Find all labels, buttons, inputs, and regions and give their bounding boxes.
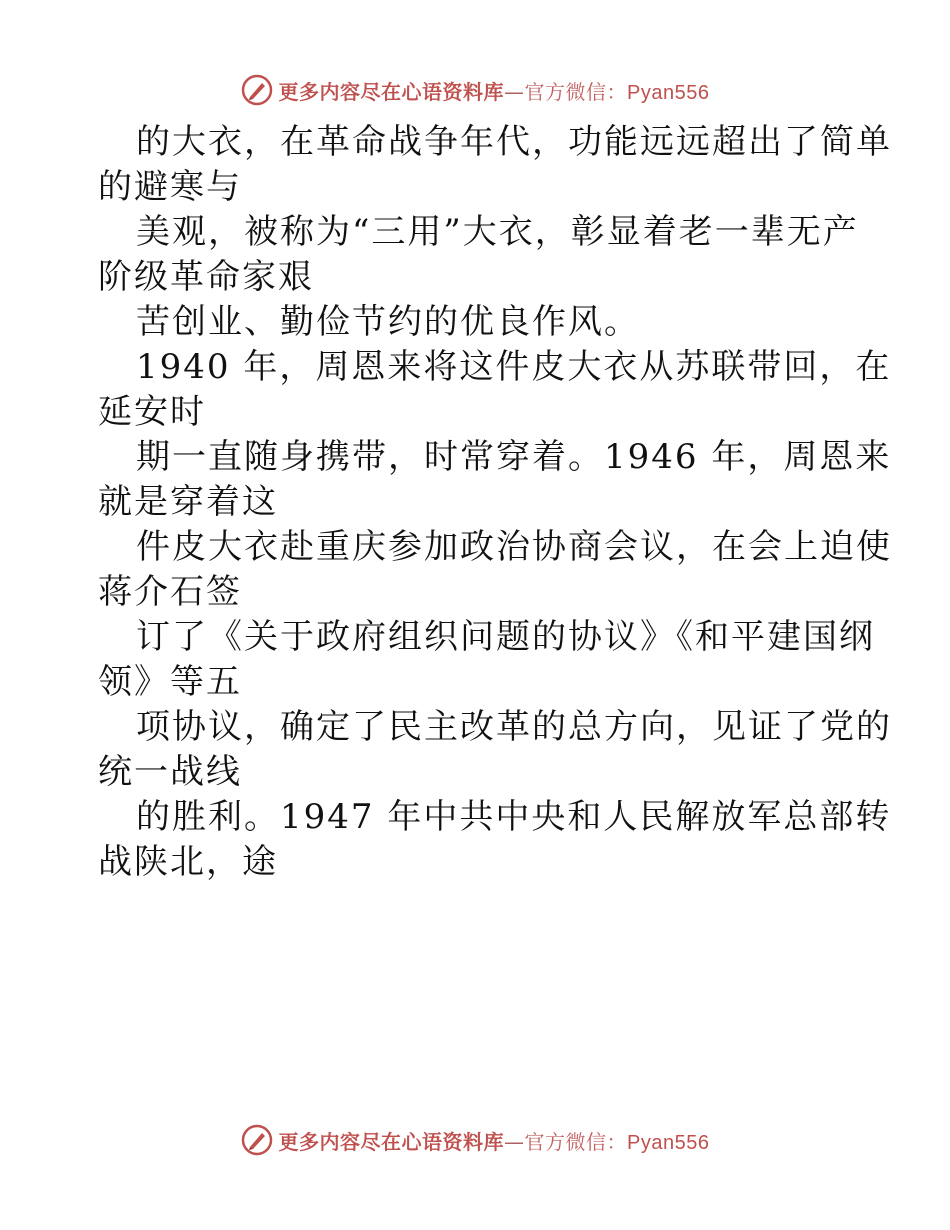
paragraph (98, 435, 892, 525)
paragraph-line: 美观，被称为“三用”大衣，彰显着老一辈无产 (136, 212, 859, 252)
paragraph-line: 领》等五 (98, 662, 242, 702)
pen-logo-icon (241, 1124, 273, 1156)
footer-banner (0, 1120, 950, 1160)
document-body (98, 120, 892, 885)
paragraph (98, 300, 858, 345)
paragraph-line: 苦创业、勤俭节约的优良作风。 (136, 302, 640, 342)
banner-text (279, 76, 710, 105)
banner-account: Pyan556 (627, 1131, 710, 1154)
pen-logo-icon (241, 74, 273, 106)
banner-wechat-label: 官方微信： (524, 79, 628, 104)
paragraph-line: 项协议，确定了民主改革的总方向，见证了党的 (136, 707, 892, 747)
banner-dash: — (504, 79, 525, 104)
paragraph (98, 120, 892, 210)
paragraph (98, 210, 858, 300)
paragraph (98, 795, 892, 885)
banner-text (279, 1126, 710, 1155)
banner-account: Pyan556 (627, 81, 710, 104)
paragraph (98, 525, 892, 615)
paragraph-line: 的避寒与 (98, 167, 242, 207)
banner-wechat-label: 官方微信： (524, 1129, 628, 1154)
paragraph-line: 期一直随身携带，时常穿着。1946 年，周恩来 (136, 437, 892, 477)
paragraph-line: 的胜利。1947 年中共中央和人民解放军总部转 (136, 797, 892, 837)
paragraph-line: 的大衣，在革命战争年代，功能远远超出了简单 (136, 122, 892, 162)
banner-brand: 更多内容尽在心语资料库 (278, 1129, 505, 1154)
paragraph-line: 蒋介石签 (98, 572, 242, 612)
paragraph-line: 统一战线 (98, 752, 242, 792)
paragraph (98, 345, 892, 435)
paragraph-line: 订了《关于政府组织问题的协议》《和平建国纲 (136, 617, 875, 657)
paragraph-line: 战陕北，途 (98, 842, 278, 882)
banner-dash: — (504, 1129, 525, 1154)
paragraph (98, 615, 875, 705)
paragraph (98, 705, 892, 795)
paragraph-line: 1940 年，周恩来将这件皮大衣从苏联带回，在 (136, 347, 892, 387)
banner-brand: 更多内容尽在心语资料库 (278, 79, 505, 104)
paragraph-line: 就是穿着这 (98, 482, 278, 522)
header-banner (0, 70, 950, 110)
paragraph-line: 件皮大衣赴重庆参加政治协商会议，在会上迫使 (136, 527, 892, 567)
paragraph-line: 延安时 (98, 392, 206, 432)
paragraph-line: 阶级革命家艰 (98, 257, 314, 297)
